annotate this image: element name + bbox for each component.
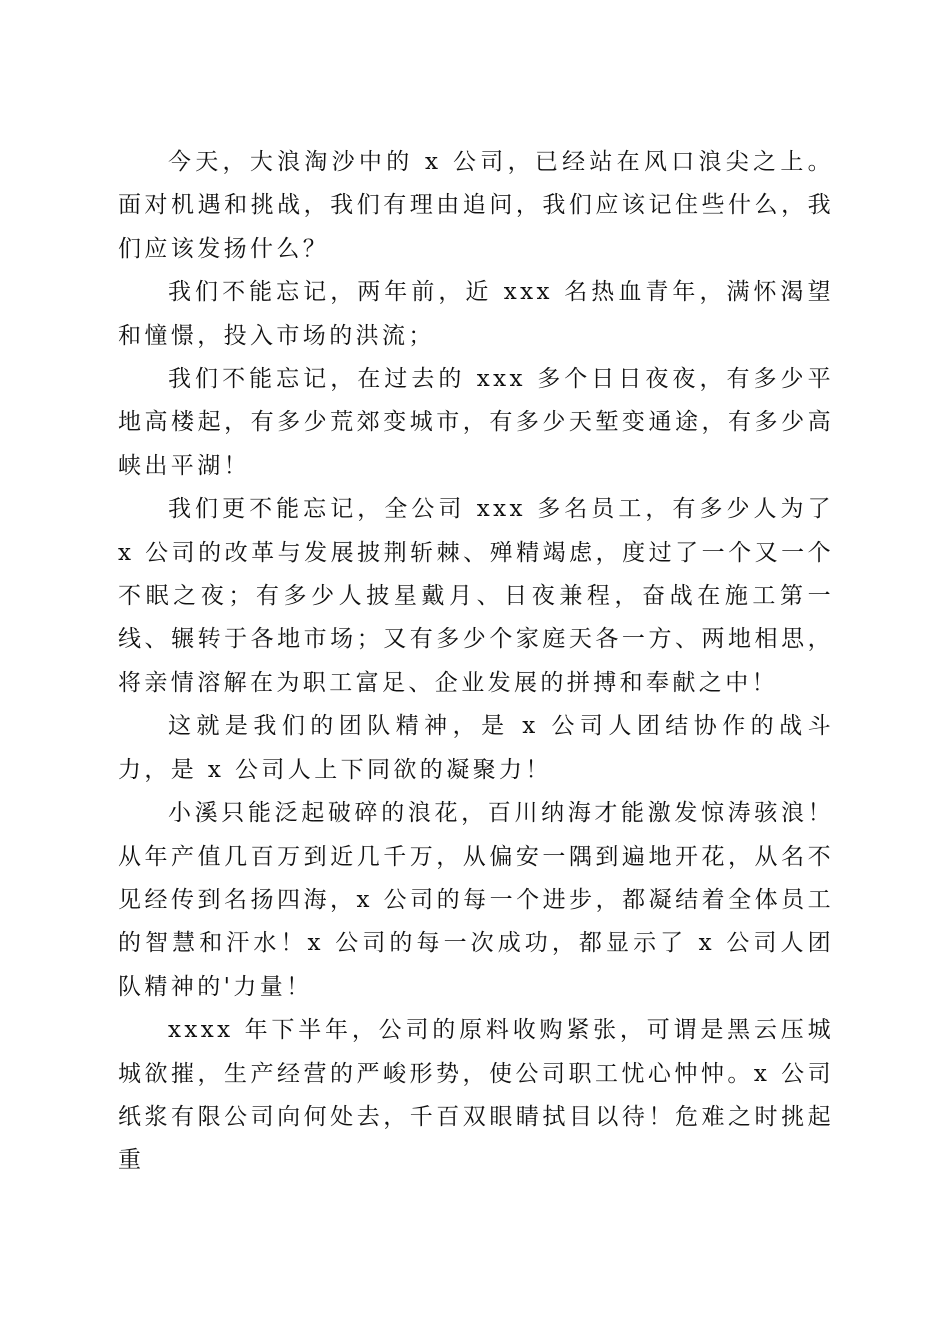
paragraph: 我们更不能忘记，全公司 xxx 多名员工，有多少人为了 x 公司的改革与发展披荆斩棘、殚精竭虑，度过了一个又一个不眠之夜；有多少人披星戴月、日夜兼程，奋战在施工第一线、辗转于各地市场；又有多少个家庭天各一方、两地相思，将亲情溶解在为职工富足、企业发展的拼搏和奉献之中！	[118, 496, 834, 696]
paragraph: 我们不能忘记，两年前，近 xxx 名热血青年，满怀渴望和憧憬，投入市场的洪流；	[118, 279, 834, 349]
document-body	[118, 141, 834, 1183]
paragraph: 这就是我们的团队精神，是 x 公司人团结协作的战斗力，是 x 公司人上下同欲的凝聚力！	[118, 713, 834, 783]
paragraph: 小溪只能泛起破碎的浪花，百川纳海才能激发惊涛骇浪！从年产值几百万到近几千万，从偏安一隅到遍地开花，从名不见经传到名扬四海，x 公司的每一个进步，都凝结着全体员工的智慧和汗水！x 公司的每一次成功，都显示了 x 公司人团队精神的'力量！	[118, 800, 834, 1000]
paragraph: xxxx 年下半年，公司的原料收购紧张，可谓是黑云压城城欲摧，生产经营的严峻形势，使公司职工忧心忡忡。x 公司纸浆有限公司向何处去，千百双眼睛拭目以待！危难之时挑起重	[118, 1017, 834, 1174]
paragraph: 今天，大浪淘沙中的 x 公司，已经站在风口浪尖之上。面对机遇和挑战，我们有理由追问，我们应该记住些什么，我们应该发扬什么？	[118, 149, 834, 262]
paragraph: 我们不能忘记，在过去的 xxx 多个日日夜夜，有多少平地高楼起，有多少荒郊变城市，有多少天堑变通途，有多少高峡出平湖！	[118, 366, 834, 479]
